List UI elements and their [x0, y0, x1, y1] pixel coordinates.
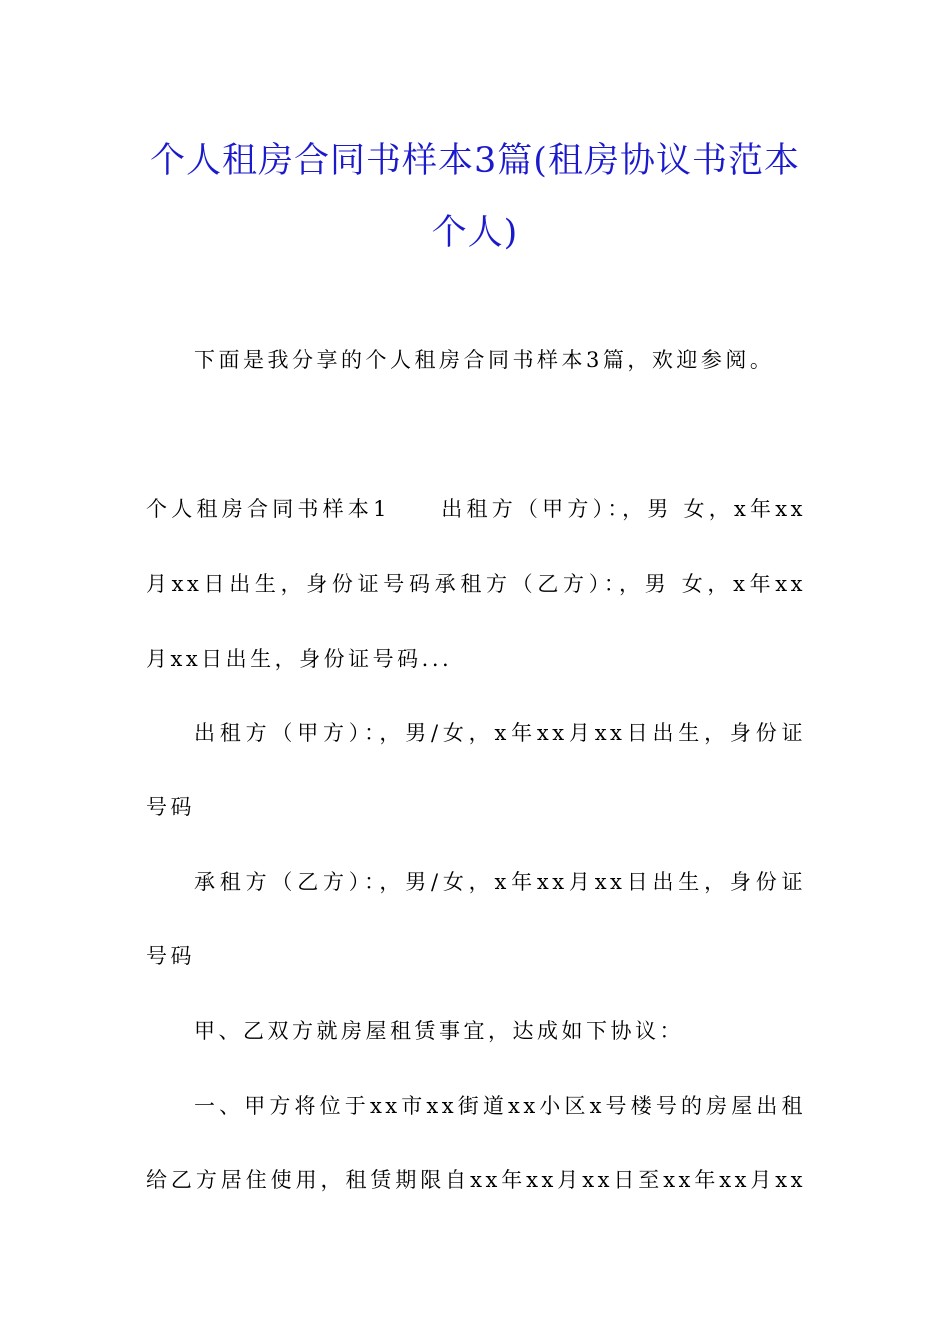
lessee-line-1: 承租方（乙方）：，男/女，x年xx月xx日出生，身份证 — [194, 870, 806, 894]
lessor-line-1: 出租方（甲方）：，男/女，x年xx月xx日出生，身份证 — [194, 721, 806, 745]
intro-paragraph: 下面是我分享的个人租房合同书样本3篇，欢迎参阅。 — [194, 348, 775, 372]
document-title-line-1: 个人租房合同书样本3篇(租房协议书范本 — [150, 141, 800, 181]
clause-1-line-2: 给乙方居住使用，租赁期限自xx年xx月xx日至xx年xx月xx — [146, 1168, 806, 1192]
summary-line-2: 月xx日出生，身份证号码承租方（乙方）：，男 女，x年xx — [146, 572, 806, 596]
agreement-paragraph: 甲、乙双方就房屋租赁事宜，达成如下协议： — [194, 1019, 684, 1043]
document-title-line-2: 个人) — [431, 213, 519, 253]
lessor-line-2: 号码 — [146, 795, 195, 819]
summary-line-3: 月xx日出生，身份证号码... — [146, 647, 453, 671]
lessee-line-2: 号码 — [146, 944, 195, 968]
summary-line-1: 个人租房合同书样本1 出租方（甲方）：，男 女，x年xx — [146, 497, 806, 521]
clause-1-line-1: 一、甲方将位于xx市xx街道xx小区x号楼号的房屋出租 — [194, 1094, 806, 1118]
